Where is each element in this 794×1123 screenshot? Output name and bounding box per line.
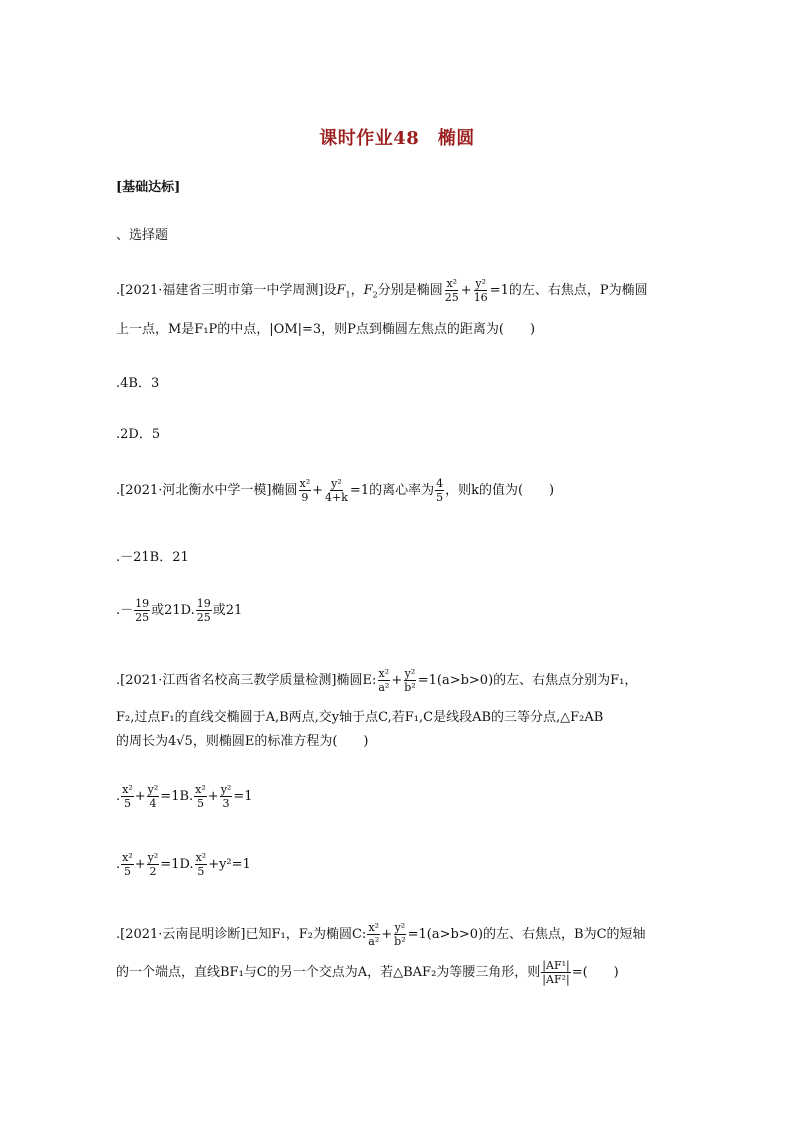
fraction: $\frac{19}{25}$ bbox=[135, 597, 150, 624]
fraction: $\frac{\text{y²}}{2}$ bbox=[147, 851, 159, 878]
question-4-line-2: 的一个端点，直线BF₁与C的另一个交点为A，若△BAF₂为等腰三角形，则 $\frac{\text{|AF¹|}}{\text{|AF²|}}$ =( ) bbox=[116, 959, 619, 986]
fraction: $\frac{\text{x²}}{25}$ bbox=[444, 277, 459, 304]
fraction: $\frac{\text{y²}}{\text{b²}}$ bbox=[404, 667, 416, 694]
question-3-options-ab: . $\frac{\text{x²}}{5}$ + $\frac{\text{y²}}{4}$ =1B. $\frac{\text{x²}}{5}$ + $\frac{\text{y²}}{3}$ =1 bbox=[116, 783, 253, 810]
fraction: $\frac{4}{5}$ bbox=[436, 477, 444, 504]
fraction: $\frac{\text{x²}}{\text{a²}}$ bbox=[378, 667, 390, 694]
fraction: $\frac{\text{x²}}{\text{a²}}$ bbox=[368, 921, 380, 948]
question-3-line-2: F₂,过点F₁的直线交椭圆于A,B两点,交y轴于点C,若F₁,C是线段AB的三等分点,△F₂AB bbox=[116, 710, 604, 725]
question-2-options-ab: .－21B．21 bbox=[116, 550, 189, 565]
fraction: $\frac{\text{x²}}{9}$ bbox=[299, 477, 311, 504]
fraction: $\frac{\text{y²}}{\text{b²}}$ bbox=[394, 921, 406, 948]
question-4-line-1: .[2021·云南昆明诊断]已知F₁，F₂为椭圆C: $\frac{\text{x²}}{\text{a²}}$ + $\frac{\text{y²}}{\text{b²}}$ =1(a>b>0)的左、右焦点，B为C的短轴 bbox=[116, 921, 646, 948]
page-title: 课时作业48 椭圆 bbox=[319, 128, 475, 149]
question-1-line-2: 上一点，M是F₁P的中点，|OM|=3，则P点到椭圆左焦点的距离为( ) bbox=[116, 322, 536, 337]
fraction: $\frac{\text{|AF¹|}}{\text{|AF²|}}$ bbox=[542, 959, 570, 986]
fraction: $\frac{\text{y²}}{4}$ bbox=[147, 783, 159, 810]
question-2-line-1: .[2021·河北衡水中学一模]椭圆 $\frac{\text{x²}}{9}$ + $\frac{\text{y²}}{4+k}$ =1的离心率为 $\frac{4}{5}$ ，则k的值为( ) bbox=[116, 477, 555, 504]
fraction: $\frac{\text{x²}}{5}$ bbox=[195, 851, 207, 878]
fraction: $\frac{\text{y²}}{3}$ bbox=[220, 783, 232, 810]
section-label: [基础达标] bbox=[116, 180, 181, 195]
question-1-options-ab: .4B．3 bbox=[116, 376, 160, 391]
fraction: $\frac{19}{25}$ bbox=[196, 597, 211, 624]
fraction: $\frac{\text{y²}}{4+k}$ bbox=[325, 477, 348, 504]
question-3-line-1: .[2021·江西省名校高三教学质量检测]椭圆E: $\frac{\text{x²}}{\text{a²}}$ + $\frac{\text{y²}}{\text{b²}}$ =1(a>b>0)的左、右焦点分别为F₁， bbox=[116, 667, 638, 694]
question-1-line-1: .[2021·福建省三明市第一中学周测]设$F_1$，$F_2$分别是椭圆 $\frac{\text{x²}}{25}$ + $\frac{\text{y²}}{16}$ =1的左、右焦点，P为椭圆 bbox=[116, 277, 648, 304]
fraction: $\frac{\text{x²}}{5}$ bbox=[195, 783, 206, 810]
question-3-line-3: 的周长为4√5，则椭圆E的标准方程为( ) bbox=[116, 734, 369, 749]
question-3-options-cd: . $\frac{\text{x²}}{5}$ + $\frac{\text{y²}}{2}$ =1D. $\frac{\text{x²}}{5}$ +y²=1 bbox=[116, 851, 251, 878]
fraction: $\frac{\text{x²}}{5}$ bbox=[122, 851, 133, 878]
question-2-options-cd: .－ $\frac{19}{25}$ 或21D. $\frac{19}{25}$ 或21 bbox=[116, 597, 243, 624]
part-label: 、选择题 bbox=[116, 228, 169, 243]
fraction: $\frac{\text{y²}}{16}$ bbox=[473, 277, 488, 304]
question-1-options-cd: .2D．5 bbox=[116, 427, 161, 442]
fraction: $\frac{\text{x²}}{5}$ bbox=[122, 783, 133, 810]
